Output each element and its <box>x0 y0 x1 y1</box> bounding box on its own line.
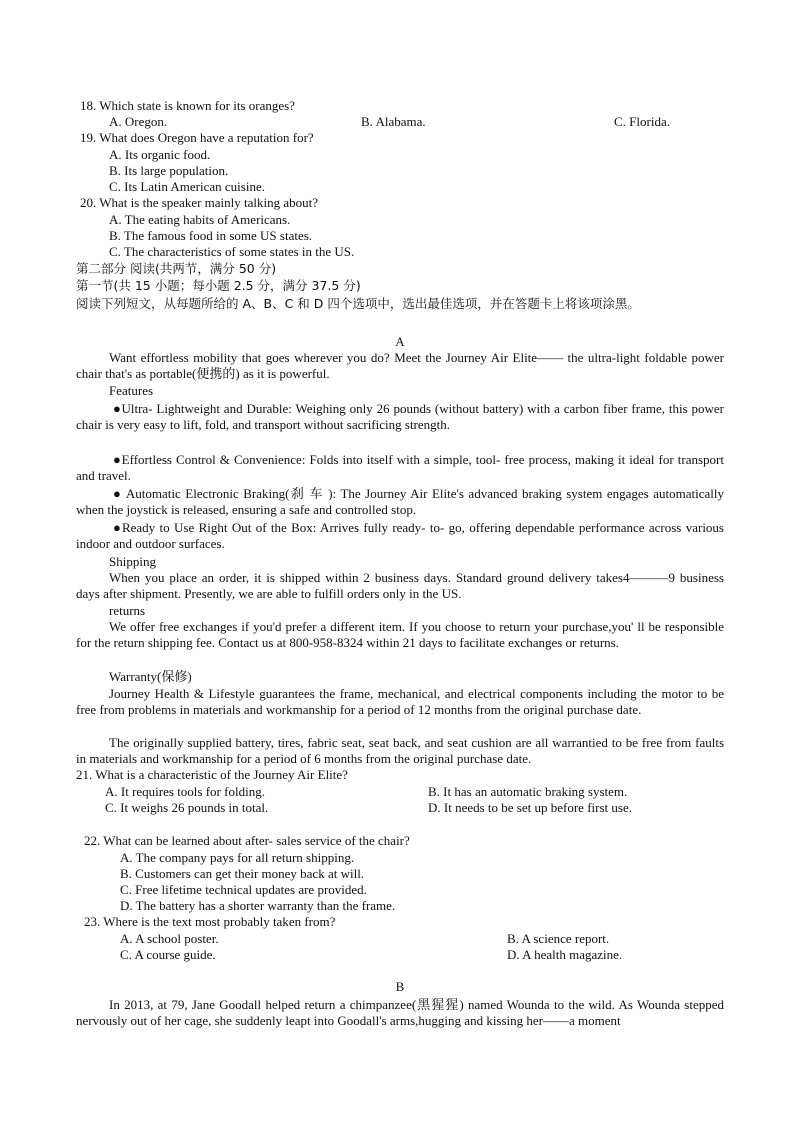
question-18-option-c: C. Florida. <box>614 114 670 129</box>
question-19-option-a: A. Its organic food. <box>109 147 211 162</box>
question-22-option-a: A. The company pays for all return shipping. <box>120 850 355 865</box>
returns-text: We offer free exchanges if you'd prefer a different item. If you choose to return your purchase,you' ll be responsible for the return shipping fee. Contact us at 800-958-8324 within 21 days to facilitate exchanges or returns. <box>76 619 724 651</box>
question-23-stem: 23. Where is the text most probably taken from? <box>84 914 336 929</box>
question-20-option-c: C. The characteristics of some states in the US. <box>109 244 355 259</box>
question-23-option-b: B. A science report. <box>507 931 610 946</box>
question-19-option-b: B. Its large population. <box>109 163 229 178</box>
part-two-title: 第二部分 阅读(共两节，满分 50 分) <box>76 261 277 276</box>
feature-control: ●Effortless Control & Convenience: Folds into itself with a simple, tool- free process, making it ideal for transport and travel. <box>76 452 724 484</box>
passage-b-label: B <box>395 979 405 994</box>
question-20-option-b: B. The famous food in some US states. <box>109 228 313 243</box>
shipping-text: When you place an order, it is shipped within 2 business days. Standard ground delivery takes4———9 business days after shipment. Presently, we are able to fulfill orders only in the US. <box>76 570 724 602</box>
question-23-option-c: C. A course guide. <box>120 947 216 962</box>
question-22-option-c: C. Free lifetime technical updates are provided. <box>120 882 367 897</box>
question-19-stem: 19. What does Oregon have a reputation for? <box>80 130 314 145</box>
question-20-stem: 20. What is the speaker mainly talking about? <box>80 195 319 210</box>
question-21-option-d: D. It needs to be set up before first use. <box>428 800 632 815</box>
section-one-title: 第一节(共 15 小题；每小题 2.5 分，满分 37.5 分) <box>76 278 361 293</box>
warranty-heading: Warranty(保修) <box>109 669 192 684</box>
question-18-option-a: A. Oregon. <box>109 114 168 129</box>
question-21-option-a: A. It requires tools for folding. <box>105 784 265 799</box>
question-22-option-d: D. The battery has a shorter warranty than the frame. <box>120 898 396 913</box>
shipping-heading: Shipping <box>109 554 156 569</box>
question-21-option-c: C. It weighs 26 pounds in total. <box>105 800 269 815</box>
feature-lightweight: ●Ultra- Lightweight and Durable: Weighing only 26 pounds (without battery) with a carbon fiber frame, this power chair is very easy to lift, fold, and transport without sacrificing strength. <box>76 401 724 433</box>
feature-ready: ●Ready to Use Right Out of the Box: Arrives fully ready- to- go, offering dependable performance across various indoor and outdoor surfaces. <box>76 520 724 552</box>
question-23-option-d: D. A health magazine. <box>507 947 623 962</box>
question-22-option-b: B. Customers can get their money back at will. <box>120 866 365 881</box>
returns-heading: returns <box>109 603 146 618</box>
warranty-text-1: Journey Health & Lifestyle guarantees the frame, mechanical, and electrical components including the motor to be free from problems in materials and workmanship for a period of 12 months from the original purchase date. <box>76 686 724 718</box>
question-21-option-b: B. It has an automatic braking system. <box>428 784 628 799</box>
passage-a-intro: Want effortless mobility that goes wherever you do? Meet the Journey Air Elite—— the ultra-light foldable power chair that's as portable(便携的) as it is powerful. <box>76 350 724 382</box>
question-19-option-c: C. Its Latin American cuisine. <box>109 179 265 194</box>
question-22-stem: 22. What can be learned about after- sales service of the chair? <box>84 833 410 848</box>
question-21-stem: 21. What is a characteristic of the Journey Air Elite? <box>76 767 348 782</box>
features-heading: Features <box>109 383 154 398</box>
question-18-stem: 18. Which state is known for its oranges? <box>80 98 295 113</box>
question-18-option-b: B. Alabama. <box>361 114 426 129</box>
question-23-option-a: A. A school poster. <box>120 931 219 946</box>
feature-braking: ● Automatic Electronic Braking(刹 车 ): The Journey Air Elite's advanced braking system engages automatically when the joystick is released, ensuring a safe and controlled stop. <box>76 486 724 518</box>
passage-a-label: A <box>395 334 405 349</box>
warranty-text-2: The originally supplied battery, tires, fabric seat, seat back, and seat cushion are all warrantied to be free from faults in materials and workmanship for a period of 6 months from the original purchase date. <box>76 735 724 767</box>
question-20-option-a: A. The eating habits of Americans. <box>109 212 291 227</box>
passage-b-text: In 2013, at 79, Jane Goodall helped return a chimpanzee(黑猩猩) named Wounda to the wild. As Wounda stepped nervously out of her cage, she suddenly leapt into Goodall's arms,hugging and kissing her——a moment <box>76 997 724 1029</box>
reading-instructions: 阅读下列短文，从每题所给的 A、B、C 和 D 四个选项中，选出最佳选项，并在答题卡上将该项涂黑。 <box>76 296 640 311</box>
